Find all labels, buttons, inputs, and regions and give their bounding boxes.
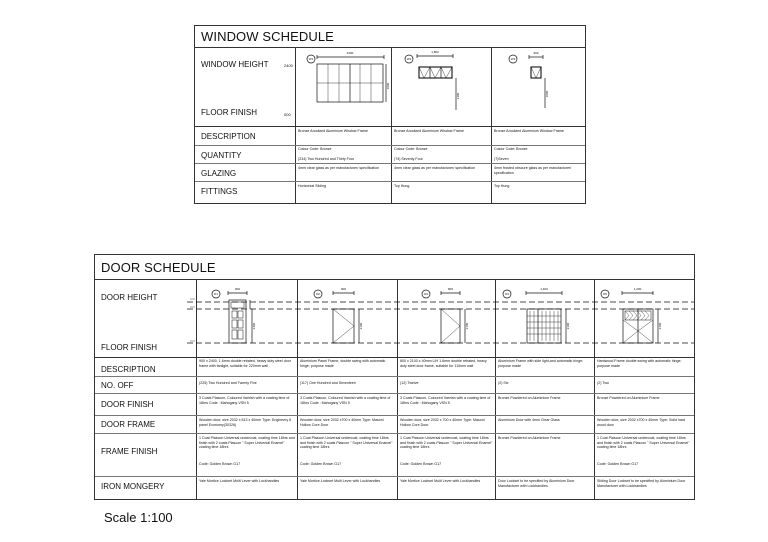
window-w2-width: 1,800 bbox=[431, 50, 439, 54]
door-d5-width: 1,200 bbox=[633, 287, 642, 291]
door-d1-width: 900 bbox=[234, 287, 241, 291]
window-w2-quantity: (74) Seventy Four bbox=[394, 157, 423, 161]
door-d4-frame-finish: Bronze Powdered on Aluminium Frame bbox=[498, 436, 561, 440]
window-top-level: 2400 bbox=[284, 63, 293, 68]
door-d2-finish: 3 Coats Plascon, Coloured Varnish with a coating time of 18hrs Code : Mahogany VSN 5 bbox=[300, 396, 391, 405]
door-d5-number: (2) Two bbox=[597, 381, 609, 385]
window-w3-quantity: (7)Seven bbox=[494, 157, 509, 161]
door-d4-width: 1,400 bbox=[540, 287, 548, 291]
window-w3-elevation bbox=[509, 55, 545, 108]
door-d2-height: 2100 bbox=[359, 322, 363, 330]
window-w2-description: Bronze Anodized Aluminium Window Frame bbox=[394, 129, 464, 133]
door-d3-frame: Wooden door, size 2032 x 700 x 40mm Type: Masoni Hollow Core Door bbox=[400, 418, 485, 427]
window-w2-glazing: 4mm clear glass as per manufacturer/ specification bbox=[394, 166, 476, 170]
door-d1-ironmongery: Yale Mortice Lockset Multi Lever with Lockhandles bbox=[199, 479, 280, 483]
door-d3-frame-code: Code: Golden Brown G17 bbox=[400, 462, 442, 466]
window-description-label: DESCRIPTION bbox=[201, 132, 256, 141]
door-d1-frame: Wooden door, size 2032 x 813 x 40mm Type: Engineery 6 panel Economy(30326) bbox=[199, 418, 292, 427]
window-w1-fittings: Horizontal Sliding bbox=[298, 184, 326, 188]
door-d3-width: 800 bbox=[447, 287, 454, 291]
window-w2-tag: W2 bbox=[406, 57, 412, 62]
door-d4-description: Aluminium Frame with side light,and automatic hinge; purpose made bbox=[498, 359, 584, 368]
window-floor-label: FLOOR FINISH bbox=[201, 108, 258, 117]
door-d1-elevation bbox=[212, 290, 252, 343]
window-w3-description: Bronze Anodized Aluminium Window Frame bbox=[494, 129, 564, 133]
door-d5-finish: Bronze Powdered on Aluminium Frame bbox=[597, 396, 660, 400]
window-glazing-label: GLAZING bbox=[201, 169, 237, 178]
door-floor-label: FLOOR FINISH bbox=[101, 343, 158, 352]
drawing-scale: Scale 1:100 bbox=[104, 510, 173, 525]
door-d5-ironmongery: Sliding Door Lockset to be specified by Aluminium Door Manufacturer with Lockhandles bbox=[597, 479, 686, 488]
window-w1-elevation bbox=[307, 55, 386, 102]
window-w1-tag: W1 bbox=[308, 57, 314, 62]
door-d2-frame: Wooden door, size 2032 x700 x 40mm Type: Masoni Hollow Core Door bbox=[300, 418, 384, 427]
door-ironmongery-label: IRON MONGERY bbox=[101, 482, 165, 491]
window-w3-glazing: 4mm frosted obscure glass as per manufacturer/ specification bbox=[494, 166, 572, 175]
door-height-label: DOOR HEIGHT bbox=[101, 293, 158, 302]
window-w3-height: 1000 bbox=[545, 90, 549, 98]
window-bottom-level: 000 bbox=[284, 112, 291, 117]
door-d1-number: (225) Two Hundred and Twenty Five bbox=[199, 381, 257, 385]
door-d2-width: 900 bbox=[340, 287, 347, 291]
door-schedule-title: DOOR SCHEDULE bbox=[95, 255, 694, 280]
window-w2-height: 1400 bbox=[456, 92, 460, 100]
door-d1-frame-finish: 1 Coat Plascon Universal undercoat, coating time 18hrs and finish with 2 coats Plascon " Super Universal Enamel" coating time 18hrs bbox=[199, 436, 295, 450]
window-w3-width: 600 bbox=[533, 51, 539, 55]
window-w1-quantity: (234) Two Hundred and Thirty Four bbox=[298, 157, 354, 161]
door-d5-frame-finish: 1 Coat Plascon Universal undercoat, coating time 18hrs and finish with 2 coats Plascon " Super Universal Enamel" coating time 18hrs bbox=[597, 436, 690, 450]
door-d3-description: 800 x 2100 x 40mm LIH 1.6mm double rebated, heavy duty steel door frame, suitable for 110mm wall bbox=[400, 359, 487, 368]
door-d1-finish: 3 Coats Plascon, Coloured Varnish with a coating time of 18hrs Code : Mahogany VSN 5 bbox=[199, 396, 290, 405]
door-d5-frame-code: Code: Golden Brown G17 bbox=[597, 462, 639, 466]
door-schedule bbox=[94, 254, 695, 500]
window-w3-color: Colour Code: Bronze bbox=[494, 147, 528, 151]
door-d1-tag: D1 bbox=[214, 292, 218, 297]
door-d2-elevation bbox=[314, 290, 359, 343]
door-d1-frame-code: Code: Golden Brown G17 bbox=[199, 462, 241, 466]
door-d2-frame-finish: 1 Coat Plascon Universal undercoat, coating time 18hrs and finish with 2 coats Plascon " Super Universal Enamel" coating time 18hrs bbox=[300, 436, 393, 450]
door-d5-tag: D5 bbox=[603, 292, 607, 297]
door-d5-height: 2100 bbox=[658, 322, 662, 330]
window-w1-glazing: 4mm clear glass as per manufacturer/ specification bbox=[298, 166, 380, 170]
door-d2-number: (117) One Hundred and Seventeen bbox=[300, 381, 356, 385]
window-w3-fittings: Top Hung bbox=[494, 184, 510, 188]
door-d2-tag: D2 bbox=[316, 292, 320, 297]
door-d3-number: (12) Twelve bbox=[400, 381, 419, 385]
window-schedule-title: WINDOW SCHEDULE bbox=[195, 26, 585, 48]
door-d2-description: Aluminium Panel Frame, double swing with automatic hinge; purpose made bbox=[300, 359, 386, 368]
door-d4-number: (2) Six bbox=[498, 381, 509, 385]
door-d2-frame-code: Code: Golden Brown G17 bbox=[300, 462, 342, 466]
window-w1-height: 1800 bbox=[386, 82, 390, 90]
door-d5-elevation bbox=[601, 290, 658, 343]
door-finish-label: DOOR FINISH bbox=[101, 400, 154, 409]
door-d5-description: Hardwood Frame double swing with automatic hinge; purpose made bbox=[597, 359, 682, 368]
door-d4-ironmongery: Door Lockset to be specified by Aluminium Door Manufacturer with Lockhandles bbox=[498, 479, 575, 488]
door-d4-frame: Aluminium Door with 4mm Clear Glass bbox=[498, 418, 560, 422]
window-w2-color: Colour Code: Bronze bbox=[394, 147, 428, 151]
door-d4-elevation bbox=[503, 290, 566, 343]
door-d3-finish: 3 Coats Plascon, Coloured Varnish with a coating time of 18hrs Code : Mahogany VSN 5 bbox=[400, 396, 491, 405]
window-height-label: WINDOW HEIGHT bbox=[201, 60, 269, 69]
door-d4-finish: Bronze Powdered on Aluminium Frame bbox=[498, 396, 561, 400]
window-w2-elevation bbox=[405, 54, 456, 110]
door-d1-height: 2400 bbox=[252, 322, 256, 330]
window-w1-description: Bronze Anodized Aluminium Window Frame bbox=[298, 129, 368, 133]
window-schedule bbox=[194, 25, 586, 204]
window-quantity-label: QUANTITY bbox=[201, 151, 242, 160]
door-description-label: DESCRIPTION bbox=[101, 365, 156, 374]
door-d3-ironmongery: Yale Mortice Lockset Multi Lever with Lockhandles bbox=[400, 479, 481, 483]
door-d1-description: 900 x 2400, 1.6mm double rebated, heavy duty steel door frame with fanlight, suitable for 220mm wall bbox=[199, 359, 291, 368]
door-d3-tag: D3 bbox=[424, 292, 428, 297]
door-number-label: NO. OFF bbox=[101, 381, 134, 390]
door-d4-tag: D4 bbox=[505, 292, 509, 297]
window-w1-width: 2400 bbox=[346, 51, 354, 55]
door-d2-ironmongery: Yale Mortice Lockset Multi Lever with Lockhandles bbox=[300, 479, 381, 483]
window-w2-fittings: Top Hung bbox=[394, 184, 410, 188]
door-d3-frame-finish: 1 Coat Plascon Universal undercoat, coating time 18hrs and finish with 2 coats Plascon " Super Universal Enamel" coating time 18hrs bbox=[400, 436, 493, 450]
door-d3-height: 2100 bbox=[465, 322, 469, 330]
door-frame-label: DOOR FRAME bbox=[101, 420, 156, 429]
door-d4-height: 2100 bbox=[566, 322, 570, 330]
window-w3-tag: W3 bbox=[510, 57, 516, 62]
door-frame-finish-label: FRAME FINISH bbox=[101, 447, 158, 456]
window-w1-color: Colour Code: Bronze bbox=[298, 147, 332, 151]
window-fittings-label: FITTINGS bbox=[201, 187, 238, 196]
window-drawings bbox=[195, 26, 585, 203]
door-d5-frame: Wooden door, size 2032 x700 x 40mm Type: Solid hard wood door bbox=[597, 418, 686, 427]
door-d3-elevation bbox=[422, 290, 465, 343]
